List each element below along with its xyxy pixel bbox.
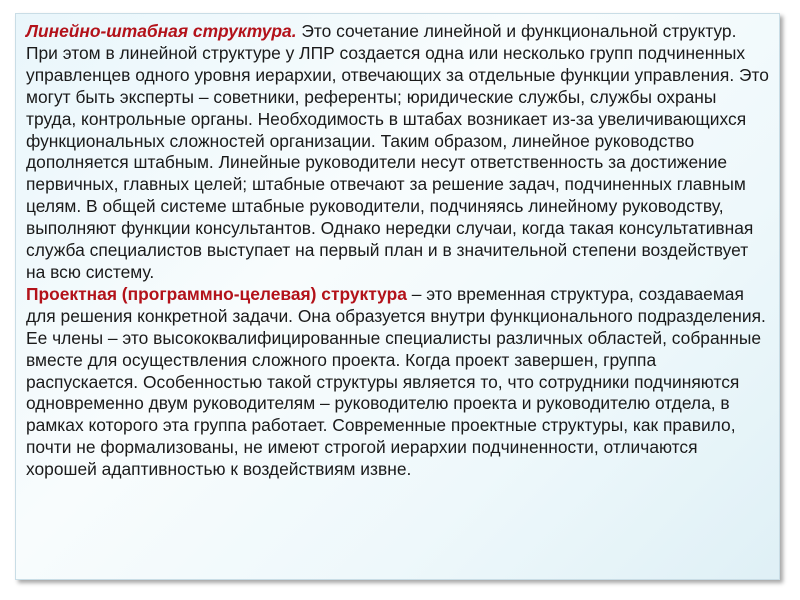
term-line-staff-structure: Линейно-штабная структура.	[26, 21, 297, 41]
paragraph-line-staff-structure	[26, 21, 769, 284]
paragraph-project-structure	[26, 284, 769, 481]
paragraph-text: Это сочетание линейной и функциональной структур. При этом в линейной структуре у ЛПР создается одна или несколько групп подчиненных управленцев одного уровня иерархии, отвечающих за отдельные функции управления. Это могут быть эксперты – советники, референты; юридические службы, службы охраны труда, контрольные органы. Необходимость в штабах возникает из-за увеличивающихся функциональных сложностей организации. Таким образом, линейное руководство дополняется штабным. Линейные руководители несут ответственность за достижение первичных, главных целей; штабные отвечают за решение задач, подчиненных главным целям. В общей системе штабные руководители, подчиняясь линейному руководству, выполняют функции консультантов. Однако нередки случаи, когда такая консультативная служба специалистов выступает на первый план и в значительной степени воздействует на всю систему.	[26, 21, 769, 282]
term-project-structure: Проектная (программно-целевая) структура	[26, 283, 407, 304]
paragraph-text: – это временная структура, создаваемая для решения конкретной задачи. Она образуется внутри функционального подразделения. Ее члены – это высококвалифицированные специалисты различных областей, собранные вместе для осуществления сложного проекта. Когда проект завершен, группа распускается. Особенностью такой структуры является то, что сотрудники подчиняются одновременно двум руководителям – руководителю проекта и руководителю отдела, в рамках которого эта группа работает. Современные проектные структуры, как правило, почти не формализованы, не имеют строгой иерархии подчиненности, отличаются хорошей адаптивностью к воздействиям извне.	[26, 283, 766, 480]
text-box	[15, 13, 780, 580]
